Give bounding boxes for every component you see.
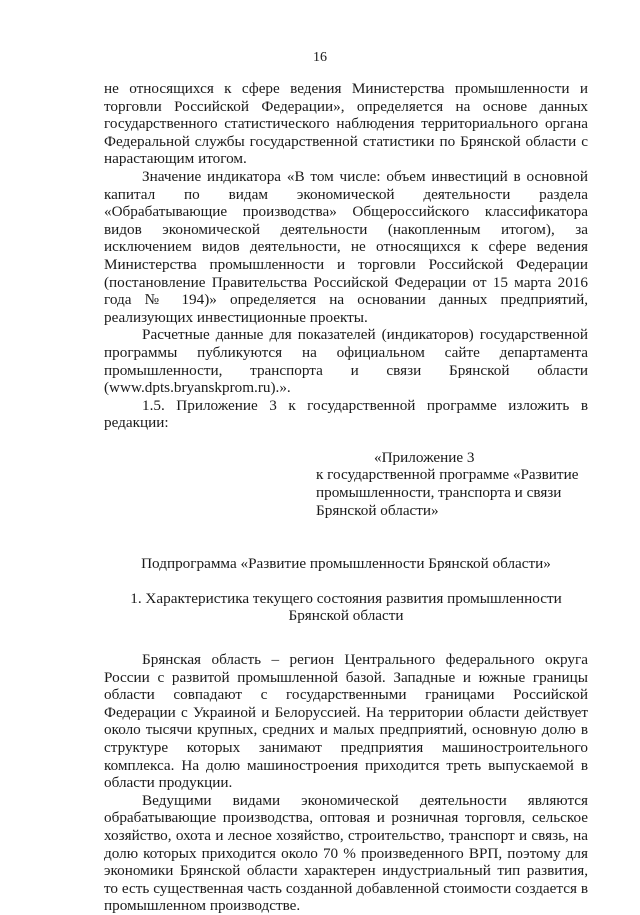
paragraph-region-overview: Брянская область – регион Центрального федерального округа России с развитой промышленной базой. Западные и южные границы области совпадают с государственными границами Российской Федерации с Украиной и Белоруссией. На территории области действует около тысячи крупных, средних и малых предприятий, основную долю в структуре которых занимают предприятия машиностроительного комплекса. На долю машиностроения приходится треть выпускаемой в области продукции. [104, 651, 588, 792]
subprogram-title: Подпрограмма «Развитие промышленности Брянской области» [141, 555, 551, 573]
page-number: 16 [313, 50, 327, 65]
section-title [104, 590, 588, 625]
appendix-line-1: «Приложение 3 [374, 448, 475, 466]
section-body [104, 651, 588, 915]
section-title-line-1: 1. Характеристика текущего состояния развития промышленности [130, 589, 562, 607]
page-content [104, 80, 588, 915]
section-title-line-2: Брянской области [288, 607, 404, 625]
paragraph-calculation-data: Расчетные данные для показателей (индикаторов) государственной программы публикуются на официальном сайте департамента промышленности, транспорта и связи Брянской области (www.dpts.bryanskprom.ru).». [104, 326, 588, 397]
paragraph-continuation: не относящихся к сфере ведения Министерства промышленности и торговли Российской Федерации», определяется на основе данных государственного статистического наблюдения территориального органа Федеральной службы государственной статистики по Брянской области с нарастающим итогом. [104, 80, 588, 168]
paragraph-amendment: 1.5. Приложение 3 к государственной программе изложить в редакции: [104, 396, 588, 432]
appendix-line-2: к государственной программе «Развитие промышленности, транспорта и связи Брянской области» [316, 466, 579, 519]
paragraph-economic-activities: Ведущими видами экономической деятельности являются обрабатывающие производства, оптовая и розничная торговля, сельское хозяйство, охота и лесное хозяйство, строительство, транспорт и связь, на долю которых приходится около 70 % произведенного ВРП, поэтому для экономики Брянской области характерен индустриальный тип развития, то есть существенная часть созданной добавленной стоимости создается в промышленном производстве. [104, 791, 588, 915]
appendix-heading [316, 449, 588, 519]
paragraph-indicator-value: Значение индикатора «В том числе: объем инвестиций в основной капитал по видам экономической деятельности раздела «Обрабатывающие производства» Общероссийского классификатора видов экономической деятельности (накопленным итогом), за исключением видов деятельности, не относящихся к сфере ведения Министерства промышленности и торговли Российской Федерации (постановление Правительства Российской Федерации от 15 марта 2016 года № 194)» определяется на основании данных предприятий, реализующих инвестиционные проекты. [104, 167, 588, 326]
